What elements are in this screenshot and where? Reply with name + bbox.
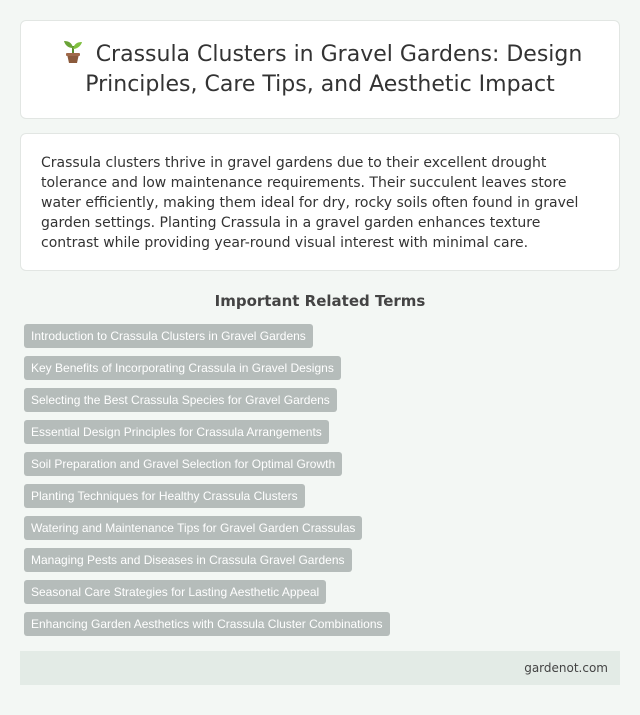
related-term-tag[interactable]: Introduction to Crassula Clusters in Gravel Gardens (24, 324, 313, 348)
related-term-tag[interactable]: Soil Preparation and Gravel Selection for Optimal Growth (24, 452, 342, 476)
page-title (51, 40, 589, 100)
page-title-text: Crassula Clusters in Gravel Gardens: Design Principles, Care Tips, and Aesthetic Impact (85, 41, 583, 97)
related-term-tag[interactable]: Watering and Maintenance Tips for Gravel Garden Crassulas (24, 516, 362, 540)
related-term-tag[interactable]: Seasonal Care Strategies for Lasting Aesthetic Appeal (24, 580, 326, 604)
sprout-icon (58, 40, 88, 64)
intro-paragraph: Crassula clusters thrive in gravel gardens due to their excellent drought tolerance and low maintenance requirements. Their succulent leaves store water efficiently, making them ideal for dry, rocky soils often found in gravel garden settings. Planting Crassula in a gravel garden enhances texture contrast while providing year-round visual interest with minimal care. (41, 155, 579, 251)
related-term-tag[interactable]: Managing Pests and Diseases in Crassula Gravel Gardens (24, 548, 352, 572)
related-term-tag[interactable]: Essential Design Principles for Crassula Arrangements (24, 420, 329, 444)
footer (20, 651, 620, 685)
related-terms-heading: Important Related Terms (214, 292, 426, 310)
related-term-tag[interactable]: Key Benefits of Incorporating Crassula in Gravel Designs (24, 356, 341, 380)
intro-card (20, 133, 620, 271)
related-terms-list (24, 324, 616, 644)
title-card (20, 20, 620, 119)
related-term-tag[interactable]: Enhancing Garden Aesthetics with Crassula Cluster Combinations (24, 612, 390, 636)
related-term-tag[interactable]: Selecting the Best Crassula Species for Gravel Gardens (24, 388, 337, 412)
related-term-tag[interactable]: Planting Techniques for Healthy Crassula Clusters (24, 484, 305, 508)
footer-site-link[interactable]: gardenot.com (524, 661, 608, 675)
